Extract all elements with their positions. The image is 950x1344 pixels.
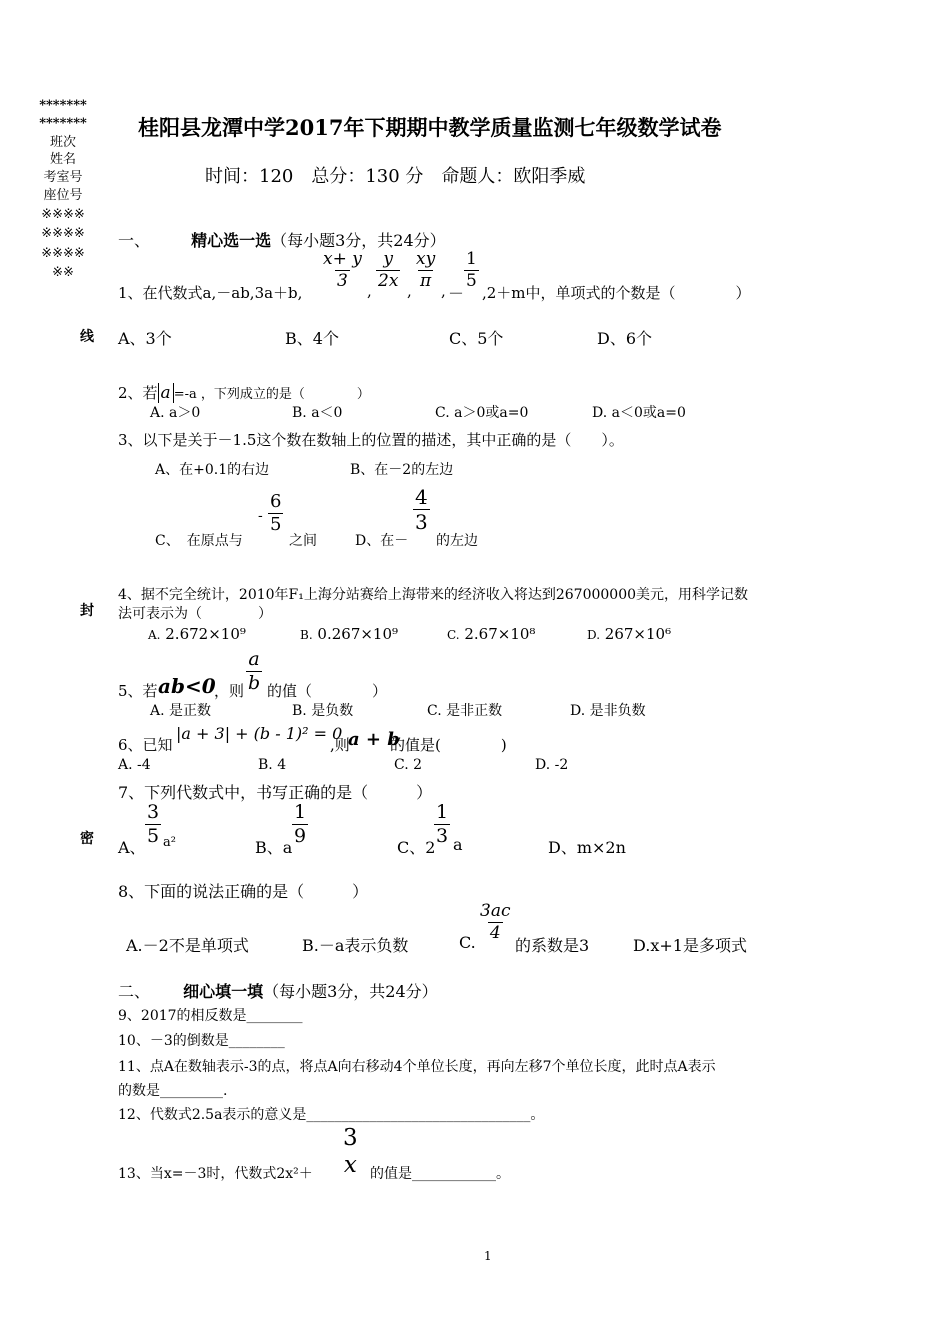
denominator: 3 (436, 825, 449, 847)
section-number: 一、 (118, 231, 151, 250)
option-label: C. (447, 628, 460, 642)
q3-fraction (268, 493, 283, 534)
q2-text (118, 382, 370, 403)
comma: , (407, 282, 412, 300)
sidebar-label-name: 姓名 (49, 152, 76, 167)
sidebar-mark: ※※※※ (41, 246, 85, 261)
q1-fraction (414, 251, 437, 290)
q11-line2: 的数是_________. (118, 1083, 228, 1099)
section-note: （每小题3分，共24分） (271, 231, 446, 250)
option-d: D. -2 (535, 757, 569, 773)
q3-text: 3、以下是关于－1.5这个数在数轴上的位置的描述，其中正确的是（ ）。 (118, 431, 624, 449)
q1-tail: ,2＋m中，单项式的个数是（ ） (482, 284, 751, 302)
option-d (587, 625, 671, 643)
option-a: A、3个 (118, 329, 172, 348)
option-a (148, 625, 246, 643)
q2-prefix: 2、若 (118, 384, 158, 402)
option-c: C、5个 (449, 329, 504, 348)
q10-text: 10、－3的倒数是________ (118, 1033, 285, 1049)
q8-fraction (478, 903, 512, 942)
option-c (447, 625, 535, 643)
option-a-label: A、 (118, 838, 146, 857)
option-c-suffix: 之间 (289, 533, 317, 549)
sidebar-stars-second: ******* (39, 116, 87, 131)
option-a-suffix: a² (163, 835, 176, 850)
sidebar-mark: ※※※※ (41, 226, 85, 241)
denominator: 5 (147, 825, 160, 847)
comma: , (441, 282, 446, 300)
page-title: 桂阳县龙潭中学2017年下期期中教学质量监测七年级数学试卷 (138, 115, 722, 140)
numerator: 4 (415, 485, 428, 509)
sidebar-stars-top: ******* (39, 98, 87, 113)
q4-line2: 法可表示为（ ） (118, 606, 272, 622)
denominator: 4 (489, 923, 501, 943)
denominator: 3 (337, 271, 348, 291)
option-a: A. -4 (118, 757, 151, 773)
option-value: 267×10⁶ (604, 625, 672, 643)
option-d: D、6个 (597, 329, 653, 348)
q1-fraction (321, 251, 364, 290)
sidebar-mark: ※※※※ (41, 207, 85, 222)
q6-equation: |a + 3| + (b - 1)² = 0 (176, 724, 343, 743)
numerator: a (248, 648, 260, 670)
denominator: 2x (378, 271, 399, 291)
option-b: B.－a表示负数 (302, 936, 409, 955)
q12-text: 12、代数式2.5a表示的意义是________________________________。 (118, 1107, 545, 1123)
section-note: （每小题3分，共24分） (263, 982, 438, 1001)
option-b: B. a＜0 (292, 405, 343, 421)
denominator: x (343, 1152, 357, 1178)
option-a: A. 是正数 (150, 703, 212, 719)
q5-prefix: 5、若 (118, 682, 158, 700)
q5-mid: ，则 (214, 682, 245, 700)
q7-fraction (145, 803, 161, 846)
option-c: C. a＞0或a=0 (435, 405, 529, 421)
absolute-value: a (158, 383, 174, 403)
q1-fraction (464, 251, 479, 290)
sidebar-label-class: 班次 (49, 135, 76, 150)
q9-text: 9、2017的相反数是________ (118, 1008, 303, 1024)
q6-expression: a + b (348, 729, 400, 750)
option-c-label: C. (459, 933, 476, 952)
q5-fraction (246, 650, 262, 693)
denominator: 5 (270, 514, 282, 535)
option-label: D. (587, 628, 601, 642)
option-a: A.－2不是单项式 (126, 936, 249, 955)
option-d: D. a＜0或a=0 (592, 405, 686, 421)
numerator: xy (416, 249, 436, 269)
q5-expression: ab<0 (158, 674, 216, 698)
sidebar-mark: ※※ (52, 265, 74, 280)
option-label: B. (300, 628, 313, 642)
option-d-suffix: 的左边 (436, 533, 478, 549)
option-b (300, 625, 398, 643)
section-title: 细心填一填 (183, 982, 264, 1001)
numerator: 6 (270, 491, 282, 512)
numerator: 3 (343, 1125, 358, 1151)
denominator: 3 (415, 510, 428, 534)
numerator: y (383, 249, 393, 269)
denominator: π (420, 271, 432, 291)
seal-line-char: 线 (80, 329, 94, 345)
q5-suffix: 的值（ ） (267, 682, 388, 700)
sidebar-label-room: 考室号 (43, 170, 83, 185)
option-d: D.x+1是多项式 (633, 936, 747, 955)
q1-text: 1、在代数式a,－ab,3a＋b, (118, 284, 303, 302)
q2-suffix: =-a ，下列成立的是（ ） (173, 387, 370, 402)
numerator: 3ac (480, 901, 511, 921)
option-c-suffix: a (453, 835, 463, 854)
denominator: b (248, 672, 261, 694)
option-value: 2.67×10⁸ (464, 625, 536, 643)
q7-fraction (434, 803, 450, 846)
q11-line1: 11、点A在数轴表示-3的点，将点A向右移动4个单位长度，再向左移7个单位长度，此时点A表示 (118, 1059, 716, 1075)
denominator: 9 (294, 825, 307, 847)
option-d: D、m×2n (548, 838, 626, 857)
numerator: 1 (436, 801, 449, 823)
option-b: B、4个 (285, 329, 339, 348)
numerator: 1 (466, 249, 477, 269)
option-b: B. 是负数 (292, 703, 354, 719)
option-c-suffix: 的系数是3 (515, 936, 590, 955)
q13-fraction (341, 1127, 360, 1177)
q8-text: 8、下面的说法正确的是（ ） (118, 882, 369, 901)
q3-fraction (413, 487, 430, 532)
numerator: x+ y (323, 249, 362, 269)
option-b: B. 4 (258, 757, 287, 773)
sidebar-label-seat: 座位号 (43, 188, 83, 203)
option-c-label: C、2 (397, 838, 436, 857)
q13-prefix: 13、当x=－3时，代数式2x²＋ (118, 1166, 313, 1182)
option-label: A. (148, 628, 161, 642)
numerator: 3 (147, 801, 160, 823)
option-value: 2.672×10⁹ (165, 625, 246, 643)
q7-fraction (292, 803, 308, 846)
option-a: A. a＞0 (150, 405, 201, 421)
option-c: C、 在原点与 (155, 533, 243, 549)
option-d: D、在－ (355, 533, 409, 549)
option-c: C. 2 (394, 757, 423, 773)
denominator: 5 (466, 271, 477, 291)
section-heading (118, 228, 446, 251)
section-title: 精心选一选 (191, 231, 272, 250)
option-b: B、在－2的左边 (350, 462, 454, 478)
option-c: C. 是非正数 (427, 703, 503, 719)
q4-line1: 4、据不完全统计，2010年F₁上海分站赛给上海带来的经济收入将达到267000000美元，用科学记数 (118, 587, 749, 603)
comma: , (367, 282, 372, 300)
seal-line-char: 封 (80, 603, 94, 619)
q7-text: 7、下列代数式中，书写正确的是（ ） (118, 783, 433, 802)
q1-fraction (376, 251, 400, 290)
page-number: 1 (484, 1249, 492, 1263)
option-d: D. 是非负数 (570, 703, 646, 719)
option-a: A、在+0.1的右边 (155, 462, 270, 478)
numerator: 1 (294, 801, 307, 823)
section-heading (118, 979, 438, 1002)
minus-sign: － (448, 284, 465, 303)
minus-sign: - (258, 508, 263, 524)
seal-line-char: 密 (80, 831, 94, 847)
q6-suffix: 的值是( ) (390, 736, 507, 754)
option-b-label: B、a (255, 838, 293, 857)
q6-mid: ,则 (330, 736, 350, 754)
q6-prefix: 6、已知 (118, 736, 173, 754)
option-value: 0.267×10⁹ (317, 625, 399, 643)
exam-info: 时间：120 总分：130 分 命题人：欧阳季威 (205, 166, 586, 187)
section-number: 二、 (118, 982, 151, 1001)
q13-suffix: 的值是____________。 (370, 1166, 510, 1182)
